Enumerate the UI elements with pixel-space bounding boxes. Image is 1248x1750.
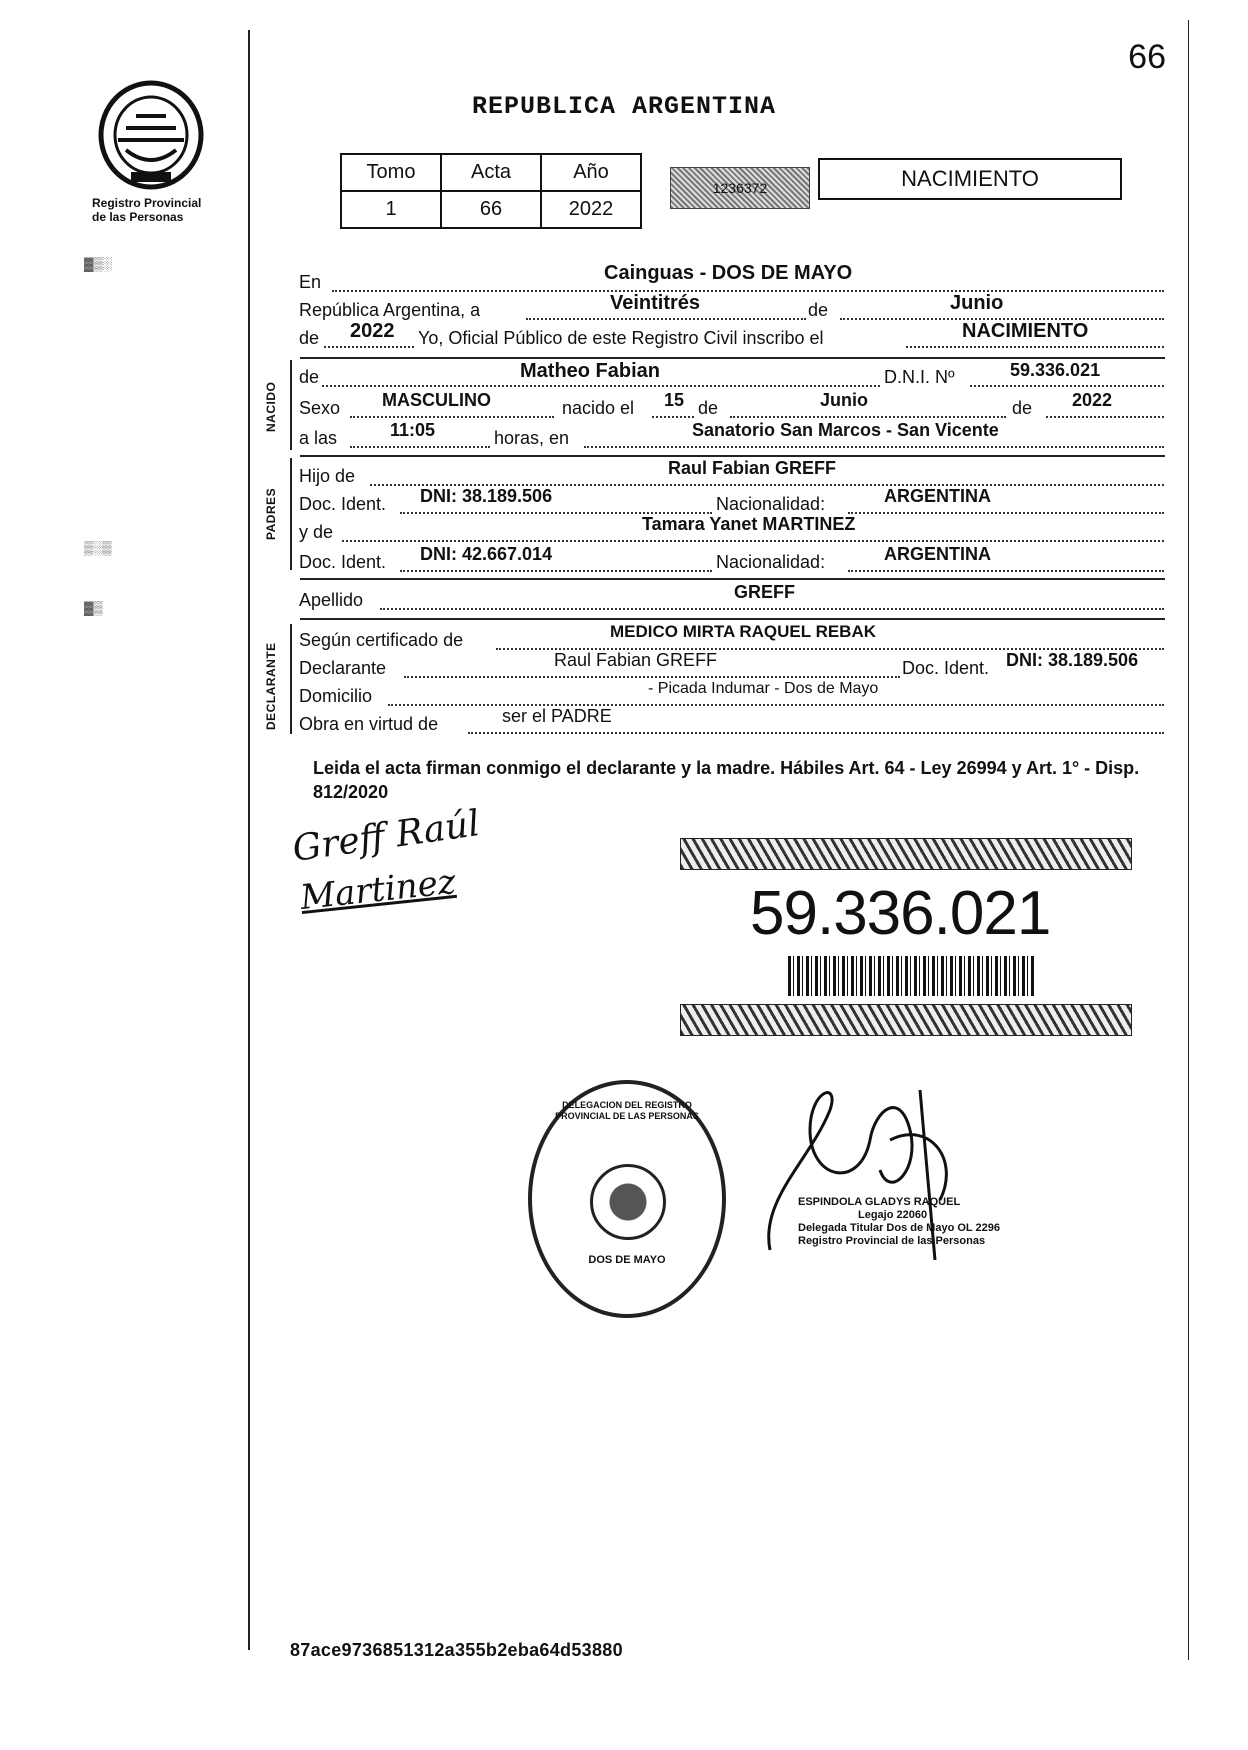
birth-day: 15 <box>664 390 685 410</box>
registry-ano: 2022 <box>541 191 641 228</box>
declarante-label: Declarante <box>299 658 387 678</box>
birth-place: Sanatorio San Marcos - San Vicente <box>692 420 999 440</box>
birth-de-label-2: de <box>1012 398 1033 418</box>
intro-republic-label: República Argentina, a <box>299 300 481 320</box>
newborn-name: Matheo Fabian <box>520 360 661 382</box>
official-name: ESPINDOLA GLADYS RAQUEL <box>798 1196 961 1208</box>
margin-mark: ▓▒ <box>84 600 103 615</box>
father-doc: DNI: 38.189.506 <box>420 486 553 506</box>
nacido-bracket <box>290 360 292 450</box>
section-separator <box>300 455 1165 457</box>
intro-statement: Yo, Oficial Público de este Registro Civil inscribo el <box>418 328 824 348</box>
birth-month: Junio <box>820 390 868 410</box>
padres-bracket <box>290 458 292 570</box>
birth-year: 2022 <box>1072 390 1113 410</box>
father-nationality-label: Nacionalidad: <box>716 494 826 514</box>
newborn-dni: 59.336.021 <box>1010 360 1101 380</box>
obra-label: Obra en virtud de <box>299 714 439 734</box>
dotted-line <box>652 416 694 418</box>
dotted-line <box>324 346 414 348</box>
intro-year-label: de <box>299 328 320 348</box>
nacido-section-label: NACIDO <box>264 381 278 432</box>
obra-value: ser el PADRE <box>502 706 612 726</box>
declarante-doc-label: Doc. Ident. <box>902 658 990 678</box>
official-org: Registro Provincial de las Personas <box>798 1235 986 1247</box>
dotted-line <box>400 570 712 572</box>
registry-header-ano: Año <box>541 154 641 191</box>
declarante-bracket <box>290 624 292 734</box>
dotted-line <box>350 446 490 448</box>
dotted-line <box>322 385 880 387</box>
registry-header-acta: Acta <box>441 154 541 191</box>
right-margin-line <box>1188 20 1189 1660</box>
nacido-dni-label: D.N.I. Nº <box>884 367 955 387</box>
barcode-icon <box>788 956 1034 996</box>
father-nationality: ARGENTINA <box>884 486 991 506</box>
declarante-doc: DNI: 38.189.506 <box>1006 650 1139 670</box>
registry-acta: 66 <box>441 191 541 228</box>
intro-de-label: de <box>808 300 829 320</box>
section-separator <box>300 357 1165 359</box>
a-las-label: a las <box>299 428 338 448</box>
hijo-de-label: Hijo de <box>299 466 356 486</box>
dotted-line <box>584 446 1164 448</box>
birth-time: 11:05 <box>390 420 436 440</box>
section-separator <box>300 618 1165 620</box>
document-title: REPUBLICA ARGENTINA <box>471 92 777 121</box>
newborn-sex: MASCULINO <box>382 390 491 410</box>
padres-section-label: PADRES <box>264 487 278 540</box>
intro-place: Cainguas - DOS DE MAYO <box>604 262 853 284</box>
provincial-coat-of-arms-icon <box>96 80 206 190</box>
domicilio-value: - Picada Indumar - Dos de Mayo <box>648 680 879 697</box>
mother-doc-label: Doc. Ident. <box>299 552 387 572</box>
mother-nationality: ARGENTINA <box>884 544 991 564</box>
dotted-line <box>848 512 1164 514</box>
horas-label: horas, en <box>494 428 570 448</box>
dotted-line <box>342 540 1164 542</box>
cert-label: Según certificado de <box>299 630 464 650</box>
dni-sticker-number: 59.336.021 <box>750 879 1051 948</box>
registry-header-row <box>341 154 641 191</box>
intro-year: 2022 <box>350 320 395 342</box>
closing-statement: Leida el acta firman conmigo el declarante y la madre. Hábiles Art. 64 - Ley 26994 y Art. 1° - Disp. 812/2020 <box>313 758 1140 802</box>
dotted-line <box>730 416 1006 418</box>
dotted-line <box>906 346 1164 348</box>
mother-doc: DNI: 42.667.014 <box>420 544 553 564</box>
sexo-label: Sexo <box>299 398 341 418</box>
mother-name: Tamara Yanet MARTINEZ <box>642 514 856 534</box>
issuer-line2: de las Personas <box>92 210 184 224</box>
margin-mark: ▓▒░ <box>84 256 112 271</box>
seal-emblem-icon <box>590 1164 666 1240</box>
dotted-line <box>332 290 1164 292</box>
apellido-label: Apellido <box>299 590 364 610</box>
registry-stamp: 1236372 <box>670 167 810 209</box>
registry-header-tomo: Tomo <box>341 154 441 191</box>
apellido-value: GREFF <box>734 582 795 602</box>
intro-en-label: En <box>299 272 322 292</box>
y-de-label: y de <box>299 522 334 542</box>
intro-month: Junio <box>950 292 1004 314</box>
dotted-line <box>404 676 900 678</box>
issuer-line1: Registro Provincial <box>92 196 202 210</box>
official-stamp <box>798 1196 1000 1248</box>
dotted-line <box>526 318 806 320</box>
seal-center-text: DOS DE MAYO <box>588 1254 666 1266</box>
nacido-de-label: de <box>299 367 320 387</box>
dotted-line <box>350 416 554 418</box>
dni-sticker-top-band <box>680 838 1132 870</box>
declarante-section-label: DECLARANTE <box>264 642 278 730</box>
document-hash: 87ace9736851312a355b2eba64d53880 <box>290 1640 623 1660</box>
birth-de-label: de <box>698 398 719 418</box>
signature-madre: Martinez <box>298 861 458 919</box>
delegation-seal <box>528 1080 726 1318</box>
intro-event: NACIMIENTO <box>962 320 1089 342</box>
dotted-line <box>1046 416 1164 418</box>
official-signature-icon <box>750 1050 980 1290</box>
declarante-name: Raul Fabian GREFF <box>554 650 718 670</box>
issuer-name <box>92 196 201 224</box>
dotted-line <box>380 608 1164 610</box>
left-margin-line <box>248 30 250 1650</box>
domicilio-label: Domicilio <box>299 686 373 706</box>
signature-declarante: Greff Raúl <box>290 803 483 870</box>
dni-sticker-bottom-band <box>680 1004 1132 1036</box>
mother-nationality-label: Nacionalidad: <box>716 552 826 572</box>
dotted-line <box>970 385 1164 387</box>
official-role: Delegada Titular Dos de Mayo OL 2296 <box>798 1222 1000 1234</box>
dni-sticker <box>680 838 1130 1034</box>
page-number: 66 <box>1128 38 1166 76</box>
father-name: Raul Fabian GREFF <box>668 458 837 478</box>
official-legajo: Legajo 22060 <box>858 1209 928 1221</box>
dotted-line <box>848 570 1164 572</box>
act-type-box: NACIMIENTO <box>818 158 1122 200</box>
registry-table <box>340 153 642 229</box>
registry-value-row <box>341 191 641 228</box>
nacido-el-label: nacido el <box>562 398 635 418</box>
registry-tomo: 1 <box>341 191 441 228</box>
dotted-line <box>468 732 1164 734</box>
father-doc-label: Doc. Ident. <box>299 494 387 514</box>
cert-value: MEDICO MIRTA RAQUEL REBAK <box>610 622 877 641</box>
seal-ring-text: DELEGACION DEL REGISTRO PROVINCIAL DE LAS PERSONAS <box>555 1100 699 1121</box>
section-separator <box>300 578 1165 580</box>
margin-mark: ▒░▒ <box>84 540 112 555</box>
intro-day: Veintitrés <box>610 292 701 314</box>
